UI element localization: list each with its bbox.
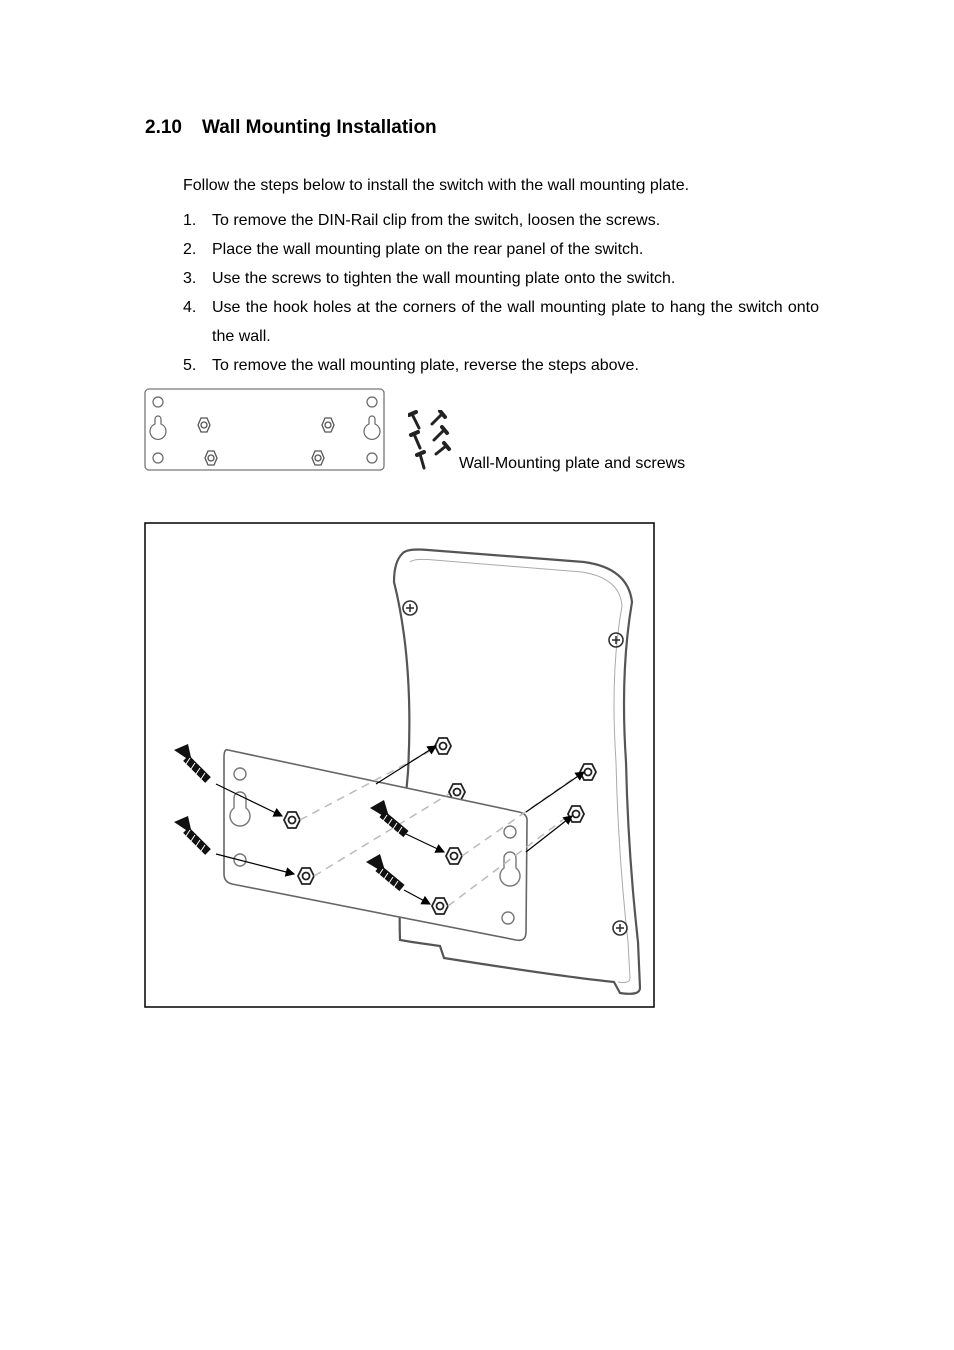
figure-caption: Wall-Mounting plate and screws — [459, 455, 686, 472]
list-item — [183, 235, 819, 264]
step-text: To remove the wall mounting plate, reverse the steps above. — [212, 357, 639, 374]
screws-image — [408, 410, 454, 472]
step-number: 5. — [183, 357, 197, 374]
list-item — [183, 206, 819, 235]
step-text: To remove the DIN-Rail clip from the switch, loosen the screws. — [212, 212, 661, 229]
steps-list — [183, 206, 819, 380]
step-number: 2. — [183, 241, 197, 258]
list-item — [183, 293, 819, 351]
step-number: 4. — [183, 299, 197, 316]
step-text: Use the hook holes at the corners of the wall mounting plate to hang the switch onto the wall. — [212, 299, 819, 345]
step-number: 3. — [183, 270, 197, 287]
section-number: 2.10 — [145, 117, 182, 138]
list-item — [183, 351, 819, 380]
section-title: Wall Mounting Installation — [202, 117, 437, 138]
step-text: Use the screws to tighten the wall mounting plate onto the switch. — [212, 270, 676, 287]
list-item — [183, 264, 819, 293]
step-number: 1. — [183, 212, 197, 229]
wall-mounting-plate-image — [144, 388, 386, 472]
mounting-assembly-diagram — [144, 522, 655, 1008]
step-text: Place the wall mounting plate on the rear panel of the switch. — [212, 241, 644, 258]
section-heading — [145, 117, 437, 139]
intro-paragraph: Follow the steps below to install the switch with the wall mounting plate. — [183, 177, 690, 194]
